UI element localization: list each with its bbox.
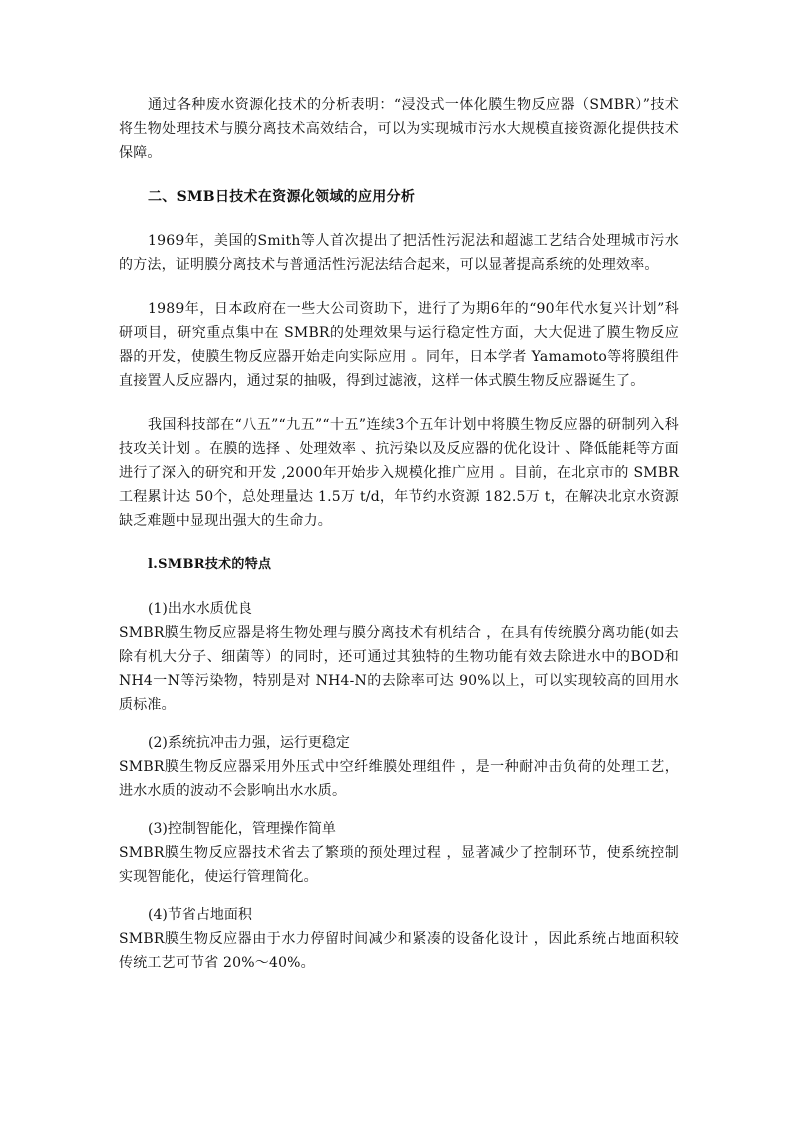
feature-title: (2)系统抗冲击力强，运行更稳定	[148, 735, 350, 751]
feature-item	[119, 817, 679, 889]
feature-body: SMBR膜生物反应器由于水力停留时间减少和紧凑的设备化设计 ，因此系统占地面积较传统工艺可节省 20%～40%。	[119, 931, 679, 971]
intro-paragraph: 通过各种废水资源化技术的分析表明：“浸没式一体化膜生物反应器（SMBR）”技术将生物处理技术与膜分离技术高效结合，可以为实现城市污水大规模直接资源化提供技术保障。	[119, 97, 679, 161]
paragraph-1989: 1989年，日本政府在一些大公司资助下，进行了为期6年的“90年代水复兴计划”科研项目，研究重点集中在 SMBR的处理效果与运行稳定性方面，大大促进了膜生物反应器的开发，使膜生物反应器开始走向实际应用 。同年，日本学者 Yamamoto等将膜组件直接置人反应器内，通过泵的抽吸，得到过滤液，这样一体式膜生物反应器诞生了。	[119, 301, 679, 389]
feature-body: SMBR膜生物反应器是将生物处理与膜分离技术有机结合 ，在具有传统膜分离功能(如去除有机大分子、细菌等）的同时，还可通过其独特的生物功能有效去除进水中的BOD和NH4一N等污染物，特别是对 NH4-N的去除率可达 90%以上，可以实现较高的回用水质标准。	[119, 625, 679, 713]
feature-item	[119, 903, 679, 975]
feature-body: SMBR膜生物反应器技术省去了繁琐的预处理过程 ，显著减少了控制环节，使系统控制实现智能化，使运行管理简化。	[119, 845, 679, 885]
feature-body: SMBR膜生物反应器采用外压式中空纤维膜处理组件 ，是一种耐冲击负荷的处理工艺，进水水质的波动不会影响出水水质。	[119, 759, 679, 799]
section-heading: 二、SMB日技术在资源化领域的应用分析	[148, 189, 416, 205]
document-body	[119, 93, 679, 975]
feature-item	[119, 731, 679, 803]
feature-title: (4)节省占地面积	[148, 907, 252, 923]
feature-title: (3)控制智能化，管理操作简单	[148, 821, 336, 837]
feature-title: (1)出水水质优良	[148, 601, 252, 617]
paragraph-1969: 1969年，美国的Smith等人首次提出了把活性污泥法和超滤工艺结合处理城市污水的方法，证明膜分离技术与普通活性污泥法结合起来，可以显著提高系统的处理效率。	[119, 233, 679, 273]
subsection-heading: l.SMBR技术的特点	[148, 557, 272, 572]
paragraph-china: 我国科技部在“八五”“九五”“十五”连续3个五年计划中将膜生物反应器的研制列入科技攻关计划 。在膜的选择 、处理效率 、抗污染以及反应器的优化设计 、降低能耗等方面进行了深入的研究和开发 ,2000年开始步入规模化推广应用 。目前，在北京市的 SMBR 工程累计达 50个，总处理量达 1.5万 t/d，年节约水资源 182.5万 t，在解决北京水资源缺乏难题中显现出强大的生命力。	[119, 417, 679, 529]
feature-item	[119, 597, 679, 717]
